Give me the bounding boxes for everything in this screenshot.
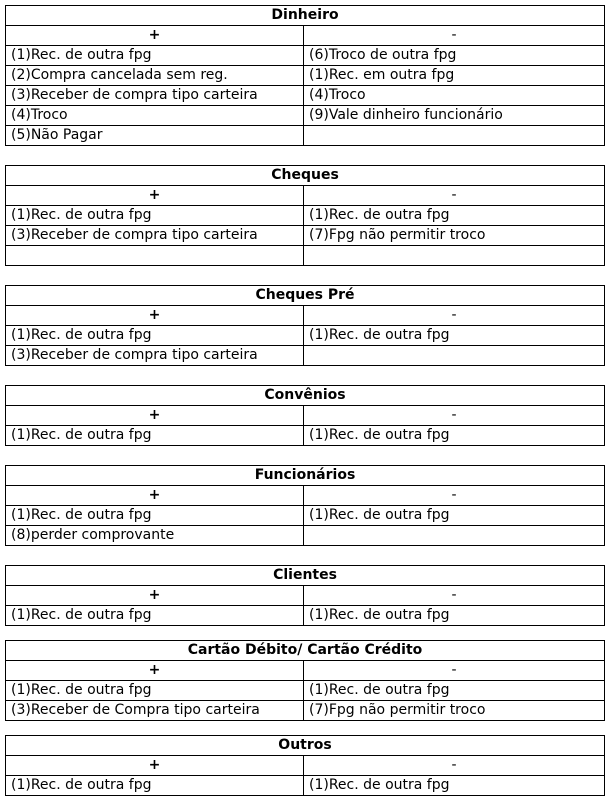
minus-cell: (1)Rec. de outra fpg xyxy=(304,681,605,701)
plus-column-header: + xyxy=(6,26,304,46)
minus-cell: (7)Fpg não permitir troco xyxy=(304,701,605,721)
section-table xyxy=(5,565,605,626)
minus-cell xyxy=(304,346,605,366)
section-title: Dinheiro xyxy=(6,6,605,26)
table-row xyxy=(6,246,605,266)
plus-cell: (3)Receber de compra tipo carteira xyxy=(6,226,304,246)
minus-column-header: - xyxy=(304,756,605,776)
plus-column-header: + xyxy=(6,306,304,326)
plus-cell: (1)Rec. de outra fpg xyxy=(6,426,304,446)
section-title-row xyxy=(6,286,605,306)
table-row xyxy=(6,126,605,146)
section-title-row xyxy=(6,166,605,186)
table-row xyxy=(6,681,605,701)
plus-cell: (8)perder comprovante xyxy=(6,526,304,546)
section-title: Convênios xyxy=(6,386,605,406)
plus-cell: (1)Rec. de outra fpg xyxy=(6,776,304,796)
section-title: Outros xyxy=(6,736,605,756)
minus-cell: (1)Rec. de outra fpg xyxy=(304,606,605,626)
minus-cell xyxy=(304,526,605,546)
plus-cell: (3)Receber de Compra tipo carteira xyxy=(6,701,304,721)
plus-cell: (3)Receber de compra tipo carteira xyxy=(6,86,304,106)
minus-cell: (1)Rec. de outra fpg xyxy=(304,326,605,346)
minus-cell xyxy=(304,126,605,146)
minus-cell: (1)Rec. de outra fpg xyxy=(304,426,605,446)
table-row xyxy=(6,701,605,721)
section-title: Funcionários xyxy=(6,466,605,486)
plus-column-header: + xyxy=(6,756,304,776)
minus-column-header: - xyxy=(304,406,605,426)
section-table xyxy=(5,165,605,266)
minus-column-header: - xyxy=(304,661,605,681)
minus-column-header: - xyxy=(304,486,605,506)
section-table xyxy=(5,5,605,146)
sign-header-row xyxy=(6,756,605,776)
minus-cell: (7)Fpg não permitir troco xyxy=(304,226,605,246)
table-row xyxy=(6,66,605,86)
minus-column-header: - xyxy=(304,26,605,46)
table-row xyxy=(6,426,605,446)
minus-column-header: - xyxy=(304,306,605,326)
plus-column-header: + xyxy=(6,186,304,206)
plus-column-header: + xyxy=(6,486,304,506)
plus-cell: (1)Rec. de outra fpg xyxy=(6,46,304,66)
minus-cell: (1)Rec. de outra fpg xyxy=(304,206,605,226)
section-title: Cheques Pré xyxy=(6,286,605,306)
table-row xyxy=(6,206,605,226)
minus-cell: (1)Rec. de outra fpg xyxy=(304,506,605,526)
section-title-row xyxy=(6,6,605,26)
table-row xyxy=(6,606,605,626)
sign-header-row xyxy=(6,306,605,326)
minus-cell: (6)Troco de outra fpg xyxy=(304,46,605,66)
plus-cell xyxy=(6,246,304,266)
section-table xyxy=(5,465,605,546)
section-table xyxy=(5,285,605,366)
minus-column-header: - xyxy=(304,186,605,206)
plus-cell: (1)Rec. de outra fpg xyxy=(6,506,304,526)
sign-header-row xyxy=(6,406,605,426)
table-row xyxy=(6,46,605,66)
sign-header-row xyxy=(6,661,605,681)
minus-cell: (1)Rec. de outra fpg xyxy=(304,776,605,796)
plus-column-header: + xyxy=(6,586,304,606)
table-row xyxy=(6,506,605,526)
section-title-row xyxy=(6,736,605,756)
table-row xyxy=(6,326,605,346)
plus-cell: (3)Receber de compra tipo carteira xyxy=(6,346,304,366)
plus-cell: (5)Não Pagar xyxy=(6,126,304,146)
section-table xyxy=(5,735,605,796)
plus-cell: (2)Compra cancelada sem reg. xyxy=(6,66,304,86)
table-row xyxy=(6,86,605,106)
plus-column-header: + xyxy=(6,406,304,426)
section-table xyxy=(5,640,605,721)
table-row xyxy=(6,106,605,126)
section-title: Cartão Débito/ Cartão Crédito xyxy=(6,641,605,661)
section-title-row xyxy=(6,466,605,486)
section-title-row xyxy=(6,566,605,586)
section-title-row xyxy=(6,386,605,406)
sign-header-row xyxy=(6,26,605,46)
section-table xyxy=(5,385,605,446)
plus-column-header: + xyxy=(6,661,304,681)
table-row xyxy=(6,776,605,796)
table-row xyxy=(6,526,605,546)
plus-cell: (4)Troco xyxy=(6,106,304,126)
sign-header-row xyxy=(6,486,605,506)
table-row xyxy=(6,226,605,246)
plus-cell: (1)Rec. de outra fpg xyxy=(6,606,304,626)
minus-cell: (9)Vale dinheiro funcionário xyxy=(304,106,605,126)
minus-cell xyxy=(304,246,605,266)
minus-cell: (4)Troco xyxy=(304,86,605,106)
plus-cell: (1)Rec. de outra fpg xyxy=(6,681,304,701)
minus-column-header: - xyxy=(304,586,605,606)
minus-cell: (1)Rec. em outra fpg xyxy=(304,66,605,86)
plus-cell: (1)Rec. de outra fpg xyxy=(6,206,304,226)
sign-header-row xyxy=(6,586,605,606)
section-title: Cheques xyxy=(6,166,605,186)
plus-cell: (1)Rec. de outra fpg xyxy=(6,326,304,346)
table-row xyxy=(6,346,605,366)
section-title: Clientes xyxy=(6,566,605,586)
sign-header-row xyxy=(6,186,605,206)
section-title-row xyxy=(6,641,605,661)
